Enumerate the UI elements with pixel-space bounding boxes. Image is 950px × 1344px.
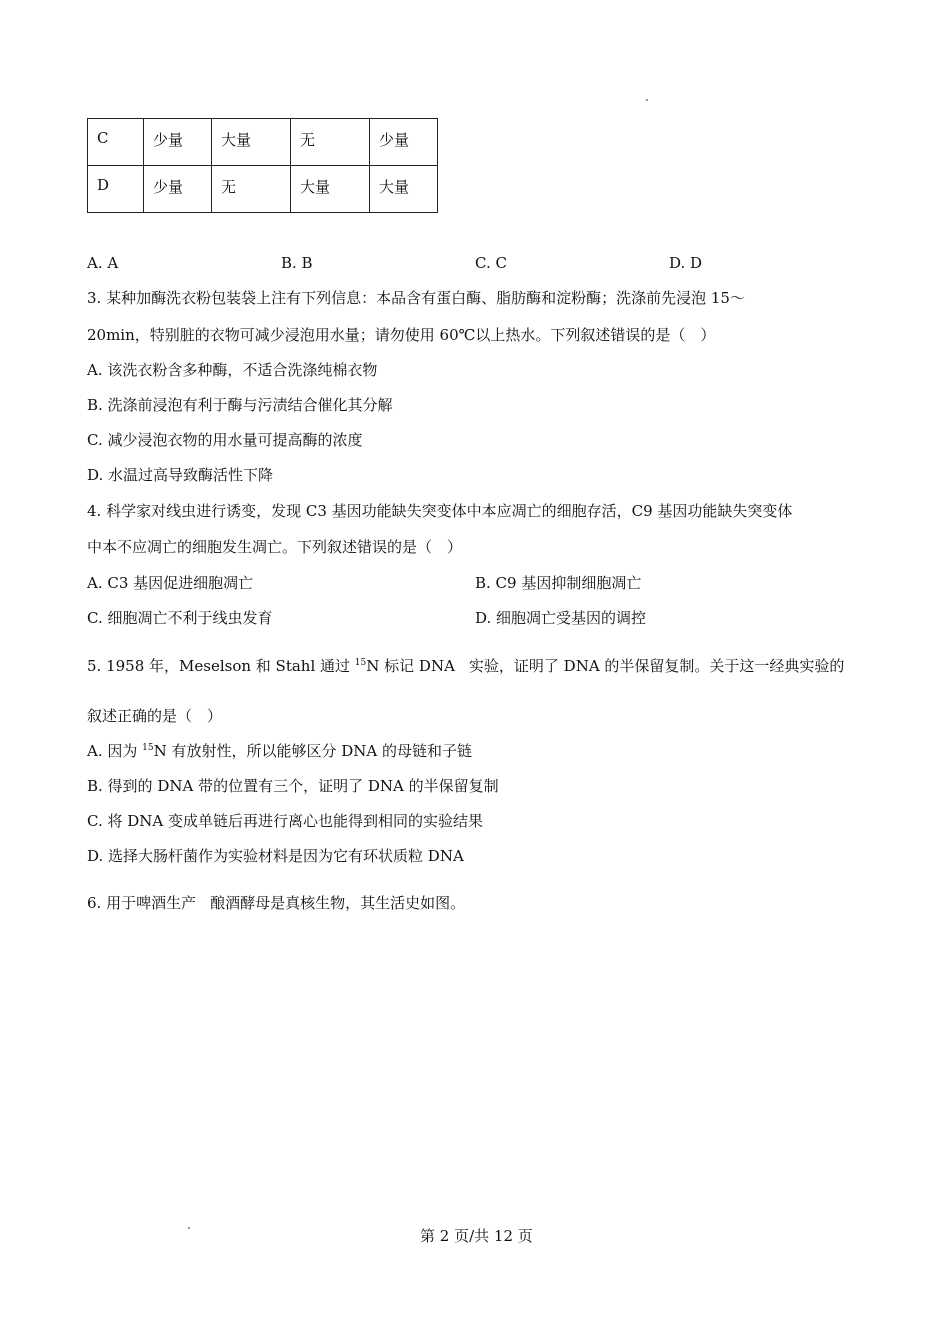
q4-option-a: A. C3 基因促进细胞凋亡	[87, 574, 254, 592]
isotope-superscript: 15	[142, 743, 154, 753]
q5-option-a	[87, 741, 472, 761]
table-cell: 大量	[291, 166, 370, 213]
q6-stem-pre: 6. 用于啤酒生产	[87, 894, 197, 912]
q4-stem-line1: 4. 科学家对线虫进行诱变，发现 C3 基因功能缺失突变体中本应凋亡的细胞存活，C9 基因功能缺失突变体	[87, 502, 793, 520]
page-footer: 第 2 页/共 12 页	[420, 1227, 533, 1245]
q5-stem-line1	[87, 656, 844, 676]
q3-stem-line2: 20min，特别脏的衣物可减少浸泡用水量；请勿使用 60℃以上热水。下列叙述错误的是（ ）	[87, 326, 716, 344]
table-cell: 大量	[212, 119, 291, 166]
q5-stem-line2: 叙述正确的是（ ）	[87, 707, 223, 725]
q3-option-b: B. 洗涤前浸泡有利于酶与污渍结合催化其分解	[87, 396, 393, 414]
scan-speck-top	[646, 99, 648, 101]
q3-option-d: D. 水温过高导致酶活性下降	[87, 466, 274, 484]
q4-option-c: C. 细胞凋亡不利于线虫发育	[87, 609, 273, 627]
q2-option-d: D. D	[669, 254, 703, 272]
q4-option-d: D. 细胞凋亡受基因的调控	[475, 609, 647, 627]
q3-option-c: C. 减少浸泡衣物的用水量可提高酶的浓度	[87, 431, 363, 449]
table-cell: 无	[212, 166, 291, 213]
table-cell: 大量	[370, 166, 438, 213]
q6-stem-post: 酿酒酵母是真核生物，其生活史如图。	[210, 894, 466, 912]
scan-speck-bottom	[188, 1227, 190, 1229]
q2-option-c: C. C	[475, 254, 507, 272]
q4-stem-line2: 中本不应凋亡的细胞发生凋亡。下列叙述错误的是（ ）	[87, 538, 463, 556]
q5-option-a-pre: A. 因为	[87, 742, 143, 760]
q5-option-c: C. 将 DNA 变成单链后再进行离心也能得到相同的实验结果	[87, 812, 484, 830]
q5-option-d: D. 选择大肠杆菌作为实验材料是因为它有环状质粒 DNA	[87, 847, 464, 865]
table-cell: 无	[291, 119, 370, 166]
q5-stem-post2: 实验，证明了 DNA 的半保留复制。关于这一经典实验的	[468, 657, 845, 675]
isotope-superscript: 15	[354, 658, 367, 668]
table-row	[88, 119, 438, 166]
table-cell: C	[88, 119, 144, 166]
q5-stem-post1: N 标记 DNA	[366, 657, 455, 675]
q3-stem-line1: 3. 某种加酶洗衣粉包装袋上注有下列信息：本品含有蛋白酶、脂肪酶和淀粉酶；洗涤前先浸泡 15～	[87, 289, 745, 307]
q6-stem	[87, 893, 465, 913]
q5-option-b: B. 得到的 DNA 带的位置有三个，证明了 DNA 的半保留复制	[87, 777, 499, 795]
q5-stem-pre: 5. 1958 年，Meselson 和 Stahl 通过	[87, 657, 355, 675]
table-cell: 少量	[144, 119, 212, 166]
options-table	[87, 118, 438, 213]
table-cell: 少量	[144, 166, 212, 213]
q4-option-b: B. C9 基因抑制细胞凋亡	[475, 574, 642, 592]
q2-option-a: A. A	[87, 254, 119, 272]
table-cell: D	[88, 166, 144, 213]
q2-option-b: B. B	[281, 254, 313, 272]
table-row	[88, 166, 438, 213]
q3-option-a: A. 该洗衣粉含多种酶，不适合洗涤纯棉衣物	[87, 361, 378, 379]
table-cell: 少量	[370, 119, 438, 166]
q5-option-a-post: N 有放射性，所以能够区分 DNA 的母链和子链	[153, 742, 473, 760]
